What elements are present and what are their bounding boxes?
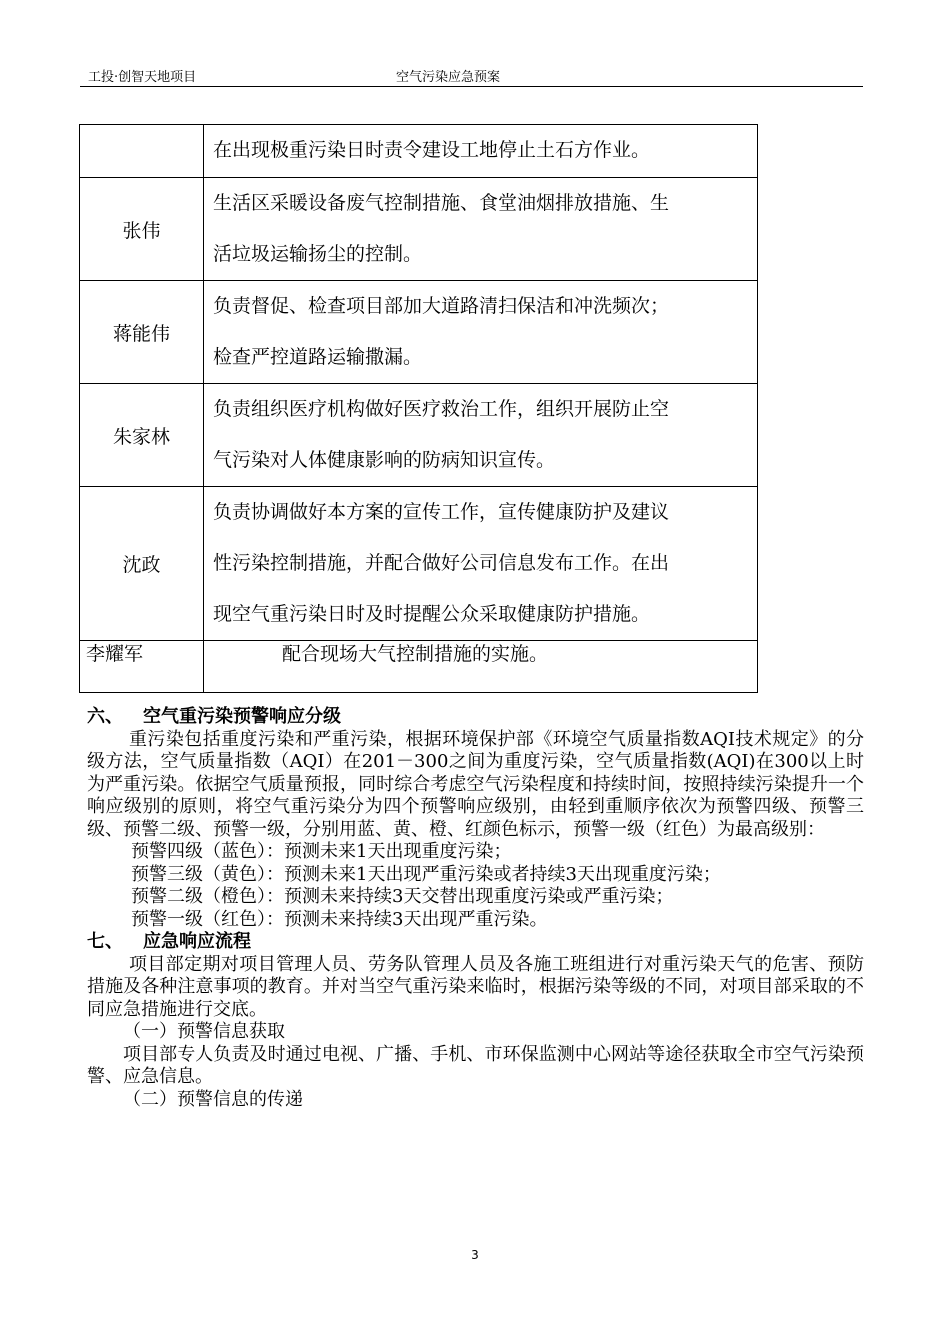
table-row — [80, 281, 758, 384]
person-name-cell: 李耀军 — [80, 641, 204, 693]
duty-line: 性污染控制措施，并配合做好公司信息发布工作。在出 — [213, 552, 670, 574]
table-row — [80, 641, 758, 693]
body-paragraph: 项目部专人负责及时通过电视、广播、手机、市环保监测中心网站等途径获取全市空气污染预警、应急信息。 — [87, 1043, 864, 1087]
duty-cell — [204, 281, 758, 384]
warning-level-item: 预警二级（橙色）：预测未来持续3天交替出现重度污染或严重污染； — [131, 886, 674, 907]
person-name-cell: 张伟 — [80, 178, 204, 281]
document-body — [87, 706, 864, 1111]
duty-cell — [204, 178, 758, 281]
section-heading — [87, 931, 864, 954]
page-header — [88, 66, 863, 86]
duty-line: 活垃圾运输扬尘的控制。 — [213, 243, 423, 265]
table-row — [80, 487, 758, 641]
duty-line: 检查严控道路运输撒漏。 — [213, 346, 423, 368]
body-paragraph: 重污染包括重度污染和严重污染，根据环境保护部《环境空气质量指数AQI技术规定》的分级方法，空气质量指数（AQI）在201－300之间为重度污染，空气质量指数(AQI)在300以上时为严重污染。依据空气质量预报，同时综合考虑空气污染程度和持续时间，按照持续污染提升一个响应级别的原则，将空气重污染分为四个预警响应级别，由轻到重顺序依次为预警四级、预警三级、预警二级、预警一级，分别用蓝、黄、橙、红颜色标示，预警一级（红色）为最高级别： — [87, 728, 864, 840]
responsibility-table — [79, 124, 758, 693]
table-row — [80, 125, 758, 178]
person-name-cell — [80, 125, 204, 178]
subsection-heading: （一）预警信息获取 — [123, 1021, 285, 1042]
section-number: 七、 — [87, 931, 123, 952]
person-name-cell: 朱家林 — [80, 384, 204, 487]
section-heading — [87, 706, 864, 729]
duty-line: 在出现极重污染日时责令建设工地停止土石方作业。 — [213, 139, 651, 161]
section-title: 空气重污染预警响应分级 — [143, 706, 341, 727]
table-row — [80, 384, 758, 487]
warning-level-item: 预警三级（黄色）：预测未来1天出现严重污染或者持续3天出现重度污染； — [131, 863, 721, 885]
section-title: 应急响应流程 — [143, 931, 251, 952]
duty-line: 负责组织医疗机构做好医疗救治工作，组织开展防止空 — [213, 398, 670, 420]
header-project-name: 工投·创智天地项目 — [88, 70, 197, 85]
section-number: 六、 — [87, 706, 123, 727]
person-name-cell: 蒋能伟 — [80, 281, 204, 384]
duty-cell — [204, 125, 758, 178]
duty-line: 现空气重污染日时及时提醒公众采取健康防护措施。 — [213, 603, 651, 625]
duty-line: 负责协调做好本方案的宣传工作，宣传健康防护及建议 — [213, 501, 670, 523]
duty-line: 配合现场大气控制措施的实施。 — [282, 643, 549, 665]
duty-line: 气污染对人体健康影响的防病知识宣传。 — [213, 449, 556, 471]
subsection-heading: （二）预警信息的传递 — [123, 1088, 303, 1110]
duty-cell — [204, 384, 758, 487]
warning-level-item: 预警四级（蓝色）：预测未来1天出现重度污染； — [131, 841, 512, 862]
header-document-title: 空气污染应急预案 — [396, 70, 501, 85]
duty-cell — [204, 487, 758, 641]
header-divider — [80, 86, 863, 87]
warning-level-item: 预警一级（红色）：预测未来持续3天出现严重污染。 — [131, 908, 548, 930]
duty-line: 生活区采暖设备废气控制措施、食堂油烟排放措施、生 — [213, 192, 670, 214]
table-row — [80, 178, 758, 281]
person-name-cell: 沈政 — [80, 487, 204, 641]
duty-line: 负责督促、检查项目部加大道路清扫保洁和冲洗频次； — [213, 295, 670, 317]
duty-cell — [204, 641, 758, 693]
body-paragraph: 项目部定期对项目管理人员、劳务队管理人员及各施工班组进行对重污染天气的危害、预防措施及各种注意事项的教育。并对当空气重污染来临时，根据污染等级的不同，对项目部采取的不同应急措施进行交底。 — [87, 953, 864, 1020]
page-number: 3 — [471, 1248, 479, 1262]
